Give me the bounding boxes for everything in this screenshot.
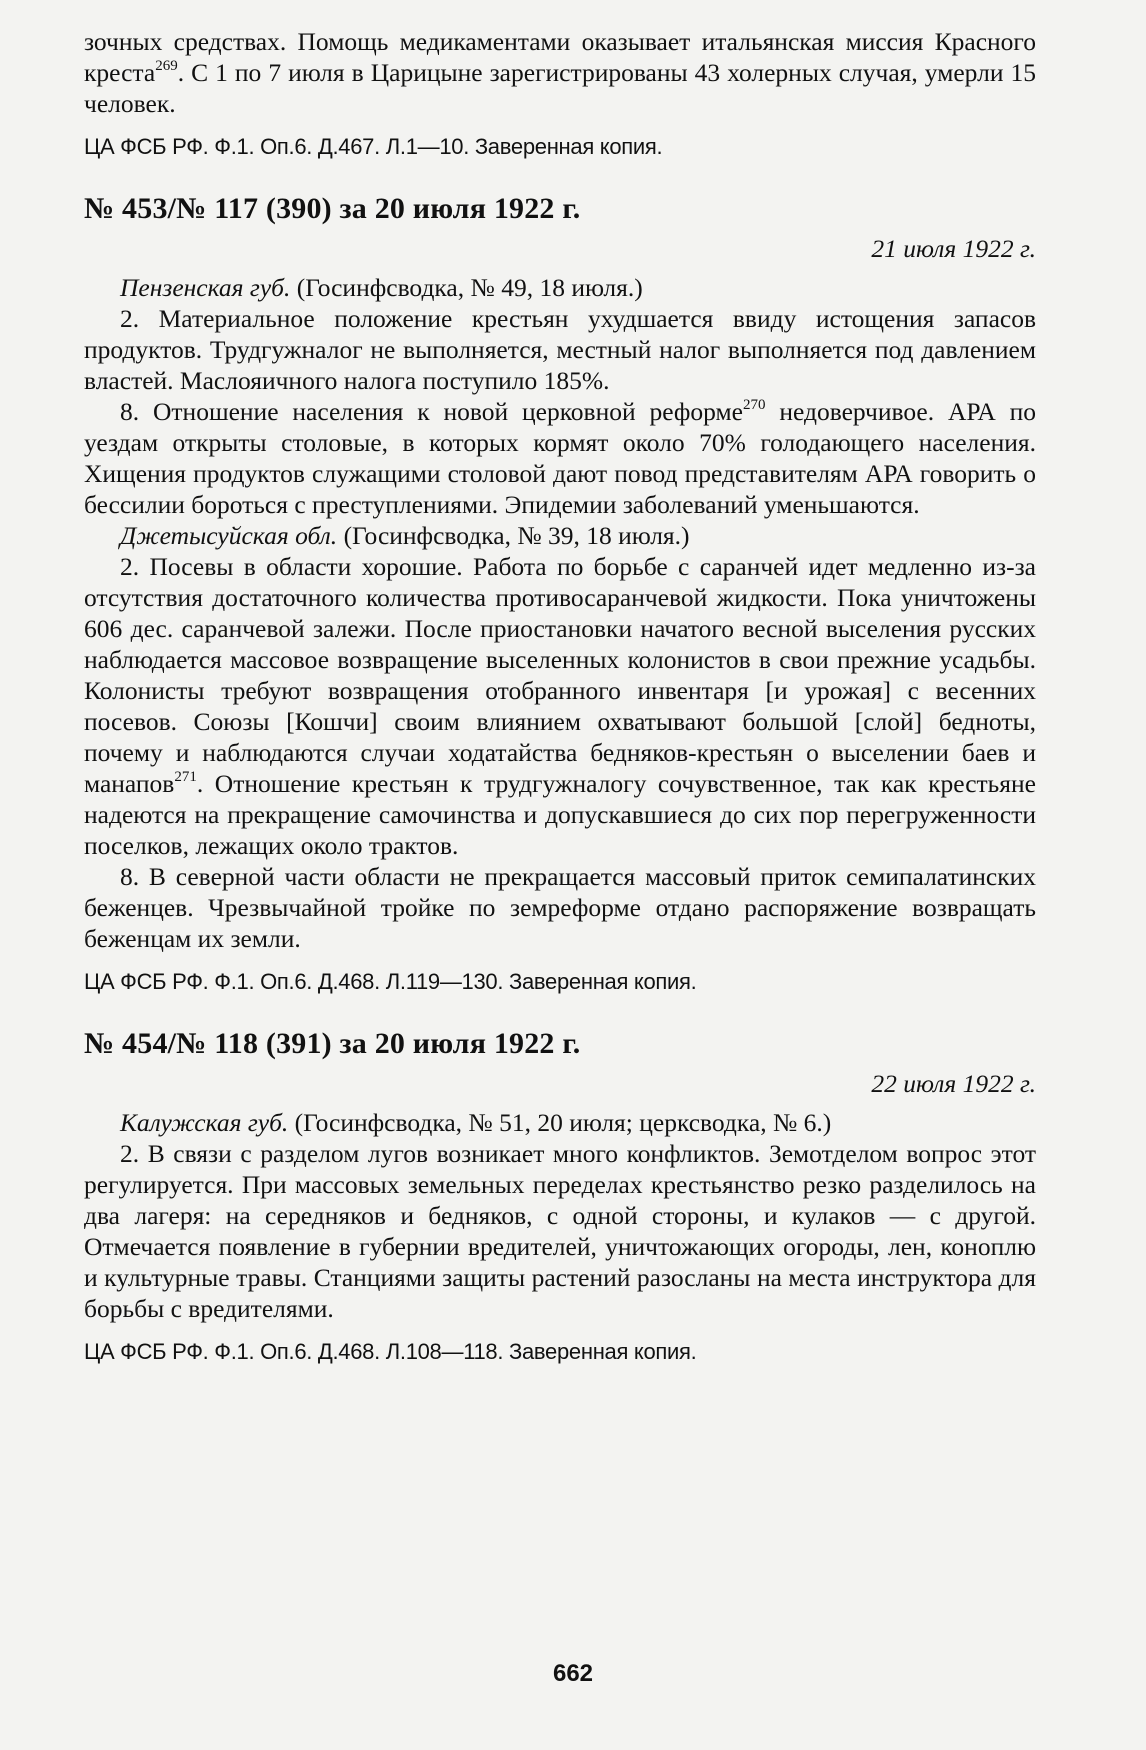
paragraph-text-cont: недоверчивое. АРА по уездам открыты столовые, в которых кормят около 70% голодающего населения. Хищения продуктов служащими столовой дают повод представителям АРА говорить о бессилии бороться с преступлениями. Эпидемии заболеваний уменьшаются.	[84, 397, 1036, 519]
paragraph-text: 2. Посевы в области хорошие. Работа по борьбе с саранчей идет медленно из-за отсутствия достаточного количества противосаранчевой жидкости. Пока уничтожены 606 дес. саранчевой залежи. После приостановки начатого весной выселения русских наблюдается массовое возвращение выселенных колонистов в свои прежние усадьбы. Колонисты требуют возвращения отобранного инвентаря [и урожая] с весенних посевов. Союзы [Кошчи] своим влиянием охватывают большой [слой] бедноты, почему и наблюдаются случаи ходатайства бедняков-крестьян о выселении баев и манапов	[84, 552, 1036, 798]
footnote-marker: 269	[155, 57, 178, 74]
archive-source: ЦА ФСБ РФ. Ф.1. Оп.6. Д.468. Л.108—118. Заверенная копия.	[84, 1339, 697, 1364]
region-name: Пензенская губ.	[120, 273, 291, 302]
report-paragraph	[84, 396, 1036, 520]
paragraph-text: 8. Отношение населения к новой церковной реформе	[120, 397, 743, 426]
region-reference: (Госинфсводка, № 51, 20 июля; церксводка, № 6.)	[288, 1108, 832, 1137]
archive-source: ЦА ФСБ РФ. Ф.1. Оп.6. Д.468. Л.119—130. Заверенная копия.	[84, 969, 697, 994]
footnote-marker: 270	[742, 396, 766, 413]
intro-paragraph	[84, 26, 1036, 119]
report-paragraph: 2. В связи с разделом лугов возникает много конфликтов. Земотделом вопрос этот регулируется. При массовых земельных переделах крестьянство резко разделилось на два лагеря: на середняков и бедняков, с одной стороны, и кулаков — с другой. Отмечается появление в губернии вредителей, уничтожающих огороды, лен, коноплю и культурные травы. Станциями защиты растений разосланы на места инструктора для борьбы с вредителями.	[84, 1139, 1036, 1323]
region-line	[84, 1107, 1036, 1138]
document-date: 21 июля 1922 г.	[871, 234, 1036, 263]
page-number: 662	[552, 1660, 594, 1687]
report-paragraph: 8. В северной части области не прекращается массовый приток семипалатинских беженцев. Чрезвычайной тройке по земреформе отдано распоряжение возвращать беженцам их земли.	[84, 862, 1036, 953]
document-heading: № 454/№ 118 (391) за 20 июля 1922 г.	[84, 1027, 581, 1060]
region-reference: (Госинфсводка, № 49, 18 июля.)	[290, 273, 643, 302]
region-line	[84, 272, 1036, 303]
footnote-marker: 271	[174, 768, 197, 785]
archive-source: ЦА ФСБ РФ. Ф.1. Оп.6. Д.467. Л.1—10. Заверенная копия.	[84, 134, 663, 159]
region-name: Джетысуйская обл.	[120, 521, 338, 550]
document-heading: № 453/№ 117 (390) за 20 июля 1922 г.	[84, 192, 581, 225]
intro-text: зочных средствах. Помощь медикаментами оказывает итальянская миссия Красного креста	[84, 27, 1036, 87]
region-name: Калужская губ.	[120, 1108, 289, 1137]
report-paragraph: 2. Материальное положение крестьян ухудшается ввиду истощения запасов продуктов. Трудгужналог не выполняется, местный налог выполняется под давлением властей. Маслояичного налога поступило 185%.	[84, 304, 1036, 395]
region-line	[84, 520, 1036, 551]
report-paragraph	[84, 551, 1036, 861]
paragraph-text-cont: . Отношение крестьян к трудгужналогу сочувственное, так как крестьяне надеются на прекращение самочинства и допускавшиеся до сих пор перегруженности поселков, лежащих около трактов.	[84, 769, 1036, 860]
intro-text-cont: . С 1 по 7 июля в Царицыне зарегистрированы 43 холерных случая, умерли 15 человек.	[84, 58, 1036, 118]
document-date: 22 июля 1922 г.	[871, 1069, 1036, 1098]
region-reference: (Госинфсводка, № 39, 18 июля.)	[337, 521, 690, 550]
